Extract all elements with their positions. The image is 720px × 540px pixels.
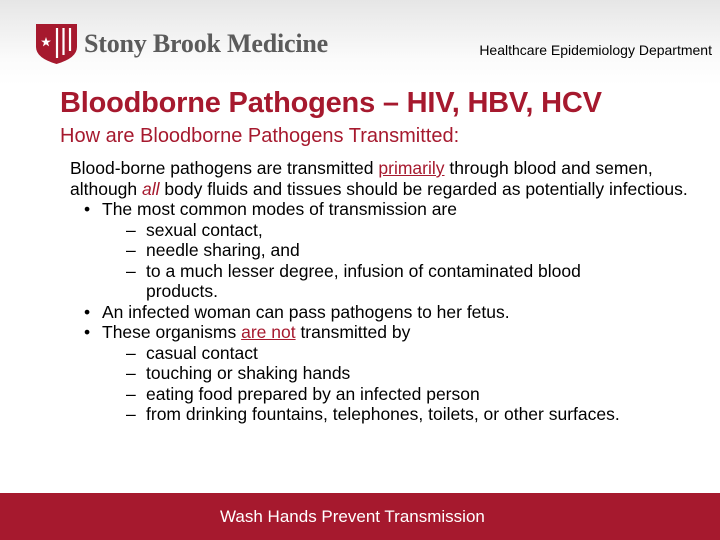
intro-text-1: Blood-borne pathogens are transmitted — [70, 158, 379, 178]
footer-slogan: Wash Hands Prevent Transmission — [220, 507, 485, 526]
emphasis-all: all — [142, 178, 160, 199]
emphasis-are-not: are not — [241, 322, 296, 342]
intro-paragraph — [70, 158, 710, 199]
department-label: Healthcare Epidemiology Department — [479, 42, 712, 58]
emphasis-primarily: primarily — [378, 158, 445, 178]
not-mode-item: – from drinking fountains, telephones, toilets, or other surfaces. — [70, 404, 710, 425]
bullet-fetus: • An infected woman can pass pathogens to her fetus. — [70, 302, 710, 323]
footer-band — [0, 493, 720, 540]
slide-title: Bloodborne Pathogens – HIV, HBV, HCV — [60, 87, 602, 119]
not-mode-item: – eating food prepared by an infected person — [70, 384, 710, 405]
not-mode-item: – casual contact — [70, 343, 710, 364]
bullet3-text-1: These organisms — [102, 322, 242, 342]
mode-item: – sexual contact, — [70, 220, 710, 241]
bullet-not-transmitted — [70, 322, 710, 343]
slide-subtitle: How are Bloodborne Pathogens Transmitted: — [60, 125, 460, 147]
mode-item: – to a much lesser degree, infusion of contaminated blood — [70, 261, 710, 282]
not-mode-item: – touching or shaking hands — [70, 363, 710, 384]
logo-wordmark: Stony Brook Medicine — [84, 29, 328, 58]
bullet-transmission-modes: • The most common modes of transmission are — [70, 199, 710, 220]
slide-body — [70, 158, 710, 425]
intro-text-3: body fluids and tissues should be regarded as potentially infectious. — [159, 178, 688, 199]
intro-text-2: through blood and semen, although — [70, 158, 653, 199]
bullet3-text-2: transmitted by — [295, 322, 411, 342]
mode-item: – needle sharing, and — [70, 240, 710, 261]
mode-item-continuation: products. — [146, 281, 218, 301]
